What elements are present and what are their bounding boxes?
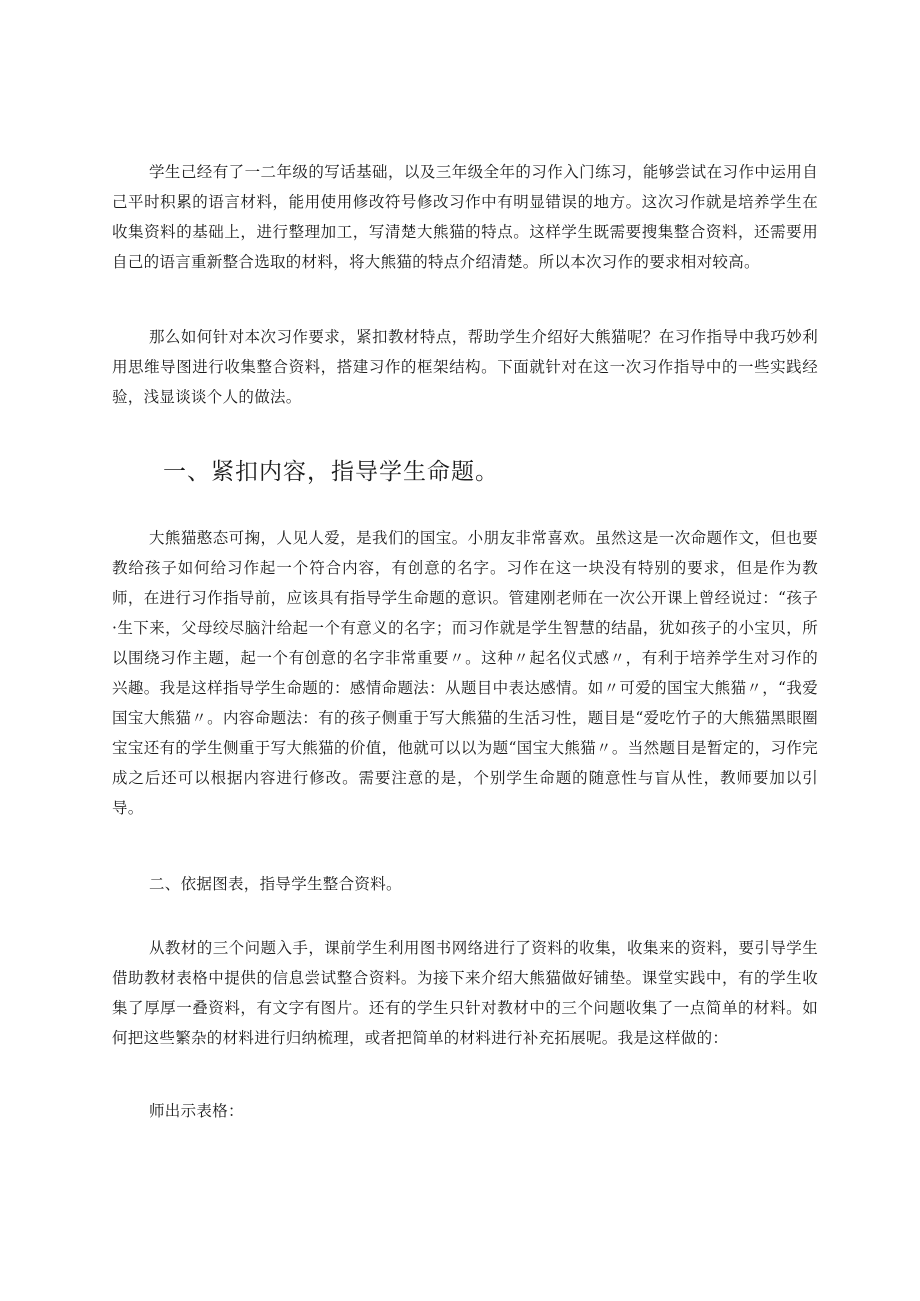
section-heading-2: 二、依据图表，指导学生整合资料。: [149, 875, 402, 893]
paragraph-naming: 大熊猫憨态可掬，人见人爱，是我们的国宝。小朋友非常喜欢。虽然这是一次命题作文，但也要教给孩子如何给习作起一个符合内容，有创意的名字。习作在这一块没有特别的要求，但是作为教师，在进行习作指导前，应该具有指导学生命题的意识。管建刚老师在一次公开课上曾经说过：“孩子·生下来，父母绞尽脑汁给起一个有意义的名字；而习作就是学生智慧的结晶，犹如孩子的小宝贝，所以围绕习作主题，起一个有创意的名字非常重要〃。这种〃起名仪式感〃，有利于培养学生对习作的兴趣。我是这样指导学生命题的：感情命题法：从题目中表达感情。如〃可爱的国宝大熊猫〃，“我爱国宝大熊猫〃。内容命题法：有的孩子侧重于写大熊猫的生活习性，题目是“爱吃竹子的大熊猫黑眼圈宝宝还有的学生侧重于写大熊猫的价值，他就可以以为题“国宝大熊猫〃。当然题目是暂定的，习作完成之后还可以根据内容进行修改。需要注意的是，个别学生命题的随意性与盲从性，教师要加以引导。: [112, 529, 818, 817]
paragraph-table-intro: 师出示表格：: [149, 1102, 244, 1120]
paragraph-materials: 从教材的三个问题入手，课前学生利用图书网络进行了资料的收集，收集来的资料，要引导学生借助教材表格中提供的信息尝试整合资料。为接下来介绍大熊猫做好铺垫。课堂实践中，有的学生收集了厚厚一叠资料，有文字有图片。还有的学生只针对教材中的三个问题收集了一点简单的材料。如何把这些繁杂的材料进行归纳梳理，或者把简单的材料进行补充拓展呢。我是这样做的：: [112, 939, 818, 1047]
section-heading-1: 一、紧扣内容，指导学生命题。: [163, 459, 499, 485]
paragraph-approach: 那么如何针对本次习作要求，紧扣教材特点，帮助学生介绍好大熊猫呢？在习作指导中我巧妙利用思维导图进行收集整合资料，搭建习作的框架结构。下面就针对在这一次习作指导中的一些实践经验，浅显谈谈个人的做法。: [112, 328, 818, 406]
paragraph-intro: 学生己经有了一二年级的写话基础，以及三年级全年的习作入门练习，能够尝试在习作中运用自己平时积累的语言材料，能用使用修改符号修改习作中有明显错误的地方。这次习作就是培养学生在收集资料的基础上，进行整理加工，写清楚大熊猫的特点。这样学生既需要搜集整合资料，还需要用自己的语言重新整合选取的材料，将大熊猫的特点介绍清楚。所以本次习作的要求相对较高。: [112, 163, 818, 271]
